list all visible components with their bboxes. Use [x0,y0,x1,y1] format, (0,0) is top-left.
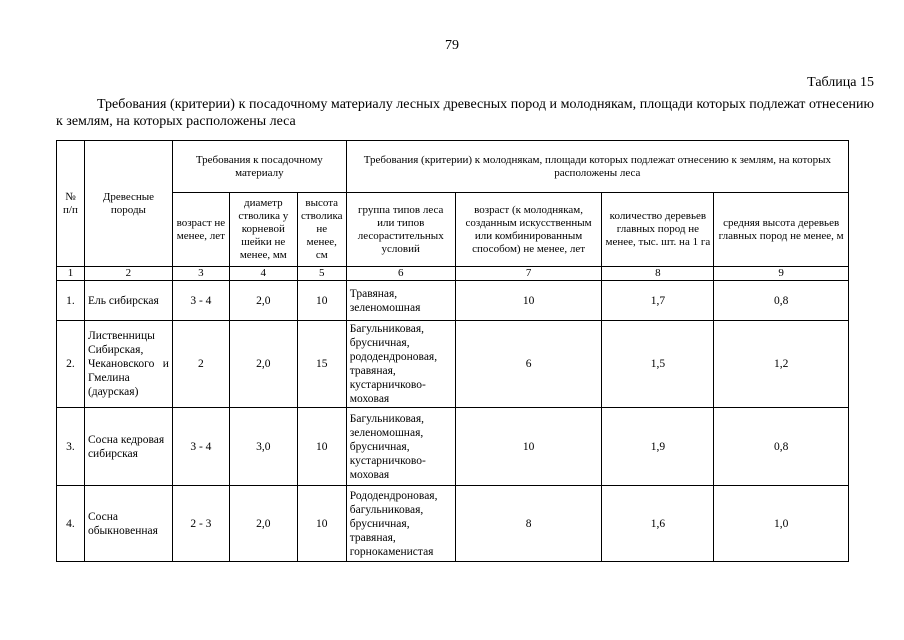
row-diameter: 2,0 [229,281,297,321]
row-height: 10 [297,281,346,321]
row-height: 10 [297,408,346,486]
table-row [57,408,849,486]
row-avg-height: 1,0 [714,486,849,562]
row-age: 3 - 4 [172,281,229,321]
row-age: 3 - 4 [172,408,229,486]
row-young-age: 6 [455,321,602,408]
column-number: 3 [172,267,229,281]
document-title: Требования (критерии) к посадочному материалу лесных древесных пород и молоднякам, площади которых подлежат отнесению к землям, на которых расположены леса [56,97,874,129]
header-diameter: диаметр стволика у корневой шейки не менее, мм [229,193,297,267]
row-trees: 1,6 [602,486,714,562]
row-no: 4. [57,486,85,562]
row-age: 2 - 3 [172,486,229,562]
row-species: Лиственницы Сибирская, Чекановского и Гмелина (даурская) [84,321,172,408]
row-height: 10 [297,486,346,562]
row-no: 2. [57,321,85,408]
header-young-age: возраст (к молоднякам, созданным искусственным или комбинированным способом) не менее, лет [455,193,602,267]
table-row [57,321,849,408]
header-avg-height: средняя высота деревьев главных пород не менее, м [714,193,849,267]
header-height: высота стволика не менее, см [297,193,346,267]
column-number: 9 [714,267,849,281]
row-forest-type: Травяная, зеленомошная [346,281,455,321]
row-avg-height: 0,8 [714,408,849,486]
row-no: 3. [57,408,85,486]
row-diameter: 2,0 [229,486,297,562]
column-number: 2 [84,267,172,281]
row-trees: 1,7 [602,281,714,321]
header-seedlings-group: Требования к посадочному материалу [172,141,346,193]
row-age: 2 [172,321,229,408]
row-diameter: 2,0 [229,321,297,408]
row-forest-type: Рододендроновая, багульниковая, брусничная, травяная, горнокаменистая [346,486,455,562]
requirements-table [56,140,849,562]
header-species: Древесные породы [84,141,172,267]
row-trees: 1,9 [602,408,714,486]
table-caption: Таблица 15 [807,75,874,90]
row-forest-type: Багульниковая, брусничная, рододендроновая, травяная, кустарничково-моховая [346,321,455,408]
row-species: Сосна обыкновенная [84,486,172,562]
row-height: 15 [297,321,346,408]
row-young-age: 10 [455,281,602,321]
header-young-group: Требования (критерии) к молоднякам, площади которых подлежат отнесению к землям, на которых расположены леса [346,141,848,193]
column-number: 8 [602,267,714,281]
column-number: 6 [346,267,455,281]
header-age: возраст не менее, лет [172,193,229,267]
column-number: 4 [229,267,297,281]
row-diameter: 3,0 [229,408,297,486]
header-trees-count: количество деревьев главных пород не менее, тыс. шт. на 1 га [602,193,714,267]
header-forest-type: группа типов леса или типов лесорастительных условий [346,193,455,267]
row-avg-height: 1,2 [714,321,849,408]
column-number: 1 [57,267,85,281]
row-trees: 1,5 [602,321,714,408]
row-species: Сосна кедровая сибирская [84,408,172,486]
row-species: Ель сибирская [84,281,172,321]
row-forest-type: Багульниковая, зеленомошная, брусничная, кустарничково-моховая [346,408,455,486]
row-avg-height: 0,8 [714,281,849,321]
column-number: 7 [455,267,602,281]
header-no: № п/п [57,141,85,267]
row-young-age: 8 [455,486,602,562]
table-row [57,486,849,562]
page-number: 79 [445,38,459,53]
table-row [57,281,849,321]
row-young-age: 10 [455,408,602,486]
row-no: 1. [57,281,85,321]
column-number: 5 [297,267,346,281]
